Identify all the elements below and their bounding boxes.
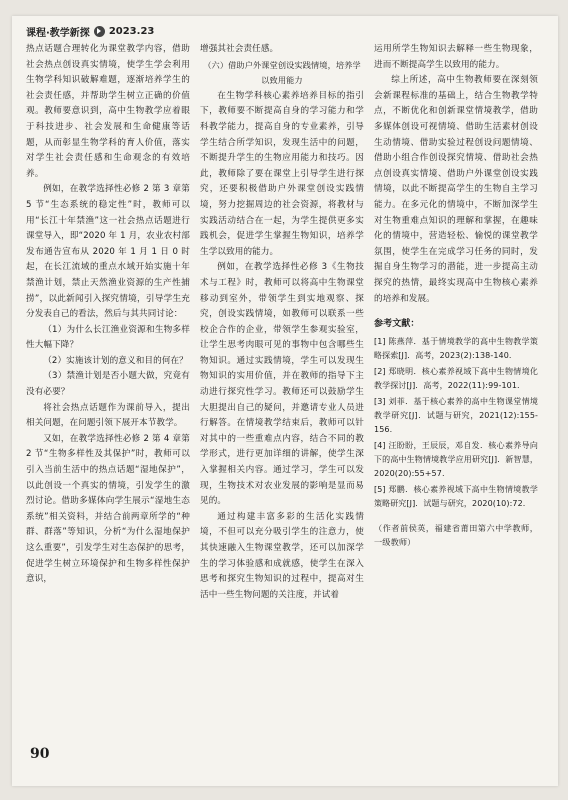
reference-item: [5] 郑鹏．核心素养视域下高中生物情境教学策略研究[J]．试题与研究，2020(10):72. [374, 484, 538, 508]
issue-date: 2023.23 [108, 25, 155, 37]
body-paragraph: 在生物学科核心素养培养目标的指引下，教师要不断提高自身的学习能力和学科教学能力，提高自身的专业素养，引导学生结合所学知识，发现生活中的问题，不断提升学生的生物应用能力和技巧。因此，教师除了要在课堂上引导学生进行探究，还要积极借助户外课堂创设实践情境，努力挖掘周边的社会资源，将教材与实践活动结合在一起，为学生提供更多实践机会，促进学生掌握生物知识，培养学生学以致用的能力。 [200, 90, 364, 257]
author-note: （作者前侯英，福建省莆田第六中学教师，一级教师） [374, 522, 538, 548]
body-paragraph: 通过构建丰富多彩的生活化实践情境，不但可以充分吸引学生的注意力，使其快速融入生物课堂教学，还可以加深学生的学习体验感和成就感，使学生在深入思考和探究生物知识的过程中，提高对生活中一些生物问题的关注度，并试着 [200, 511, 364, 600]
body-paragraph: 例如，在教学选择性必修 2 第 3 章第 5 节“生态系统的稳定性”时，教师可以用“长江十年禁渔”这一社会热点话题进行课堂导入，即“2020 年 1 月，农业农村部发布通告宣布从 2020 年 1 月 1 日 0 时起，在长江流域的重点水域开始实施十年禁渔计划，禁止天然渔业资源的生产性捕捞”，以此新闻引入探究情境，引导学生充分发表自己的看法，然后与其共同讨论： [26, 184, 190, 320]
section-subheading: （六）借助户外课堂创设实践情境，培养学以致用能力 [203, 59, 361, 86]
body-paragraph: （1）为什么长江渔业资源和生物多样性大幅下降？ [26, 324, 190, 351]
running-header [26, 20, 544, 42]
body-paragraph: 例如，在教学选择性必修 3《生物技术与工程》时，教师可以将高中生物课堂移动到室外，带领学生到实地观察、探究，创设实践情境，如教师可以联系一些校企合作的企业，带领学生参观实验室，让学生思考肉眼可见的事物中包含哪些生物知识。通过实践情境，学生可以发现生物知识的实用价值，并在教师的指导下主动进行探究性学习。教师还可以鼓励学生大胆提出自己的疑问，并邀请专业人员进行解答。在情境教学结束后，教师可以针对其中的一些重难点内容，结合不同的教学形式，进行更加详细的讲解，使学生深入掌握相关内容。通过学习，学生可以发现，生物技术对农业发展的影响是显而易见的。 [200, 262, 364, 507]
reference-item: [3] 刘菲．基于核心素养的高中生物课堂情境教学研究[J]．试题与研究，2021(12):155-156. [374, 396, 538, 434]
journal-name: 课程·教学新探 [26, 27, 90, 39]
body-paragraph: 热点话题合理转化为课堂教学内容，借助社会热点创设真实情境，使学生学会利用生物学科知识破解难题，逐渐培养学生的社会责任感，并帮助学生树立正确的价值观。教师要意识到，高中生物教学应着眼于科技进步、社会发展和生命健康等话题，从而彰显生物学科的育人价值，落实对学生社会责任感和生命观念的有效培养。 [26, 44, 190, 179]
reference-item: [2] 郑晓明．核心素养视域下高中生物情境化教学探讨[J]．高考，2022(11):99-101. [374, 366, 538, 390]
reference-item: [4] 汪盼盼，王辰辰，邓自发．核心素养导向下的高中生物情境教学应用研究[J]．新智慧，2020(20):55+57. [374, 440, 538, 478]
body-paragraph: 综上所述，高中生物教师要在深刻领会新课程标准的基础上，结合生物教学特点，不断优化和创新课堂情境教学，借助多媒体创设可视情境、借助生活素材创设生动情境、借助实验过程创设问题情境、借助小组合作创设探究情境、借助社会热点创设真实情境、借助户外课堂创设实践情境，以此不断提高学生的生物自主学习能力。在多元化的情境中，不断加深学生对生物重难点知识的理解和掌握，在趣味化的情境中，营造轻松、愉悦的课堂教学氛围，使学生在完成学习任务的同时，发掘自身生物学习的潜能，进一步提高主动探究的热情，最终实现高中生物核心素养的培养和发展。 [374, 75, 538, 304]
body-paragraph: 又如，在教学选择性必修 2 第 4 章第 2 节“生物多样性及其保护”时，教师可以引入当前生活中的热点话题“湿地保护”，以此创设一个真实的情境，引发学生的激烈讨论。借助多媒体向学生展示“湿地生态系统”相关资料，并结合前两章所学的“种群、群落”等知识，分析“为什么湿地保护这么重要”，引发学生对生态保护的思考，促进学生树立环境保护和生物多样性保护意识， [26, 433, 190, 585]
reference-item: [1] 陈燕萍．基于情境教学的高中生物教学策略探索[J]．高考，2023(2):138-140. [374, 336, 538, 360]
body-paragraph: 运用所学生物知识去解释一些生物现象，进而不断提高学生以致用的能力。 [374, 44, 538, 70]
body-paragraph: 增强其社会责任感。 [200, 44, 279, 54]
page-number: 90 [30, 746, 50, 762]
body-paragraph: （2）实施该计划的意义和目的何在？ [43, 355, 188, 366]
column-1 [26, 42, 190, 588]
body-paragraph: （3）禁渔计划是否小题大做，究竟有没有必要？ [26, 371, 190, 398]
play-circle-icon [94, 26, 105, 37]
journal-page [12, 16, 558, 786]
column-3 [374, 42, 538, 550]
column-2 [200, 42, 364, 603]
references-title: 参考文献： [374, 319, 420, 330]
body-paragraph: 将社会热点话题作为课前导入，提出相关问题，在问题引领下展开本节教学。 [26, 402, 190, 429]
